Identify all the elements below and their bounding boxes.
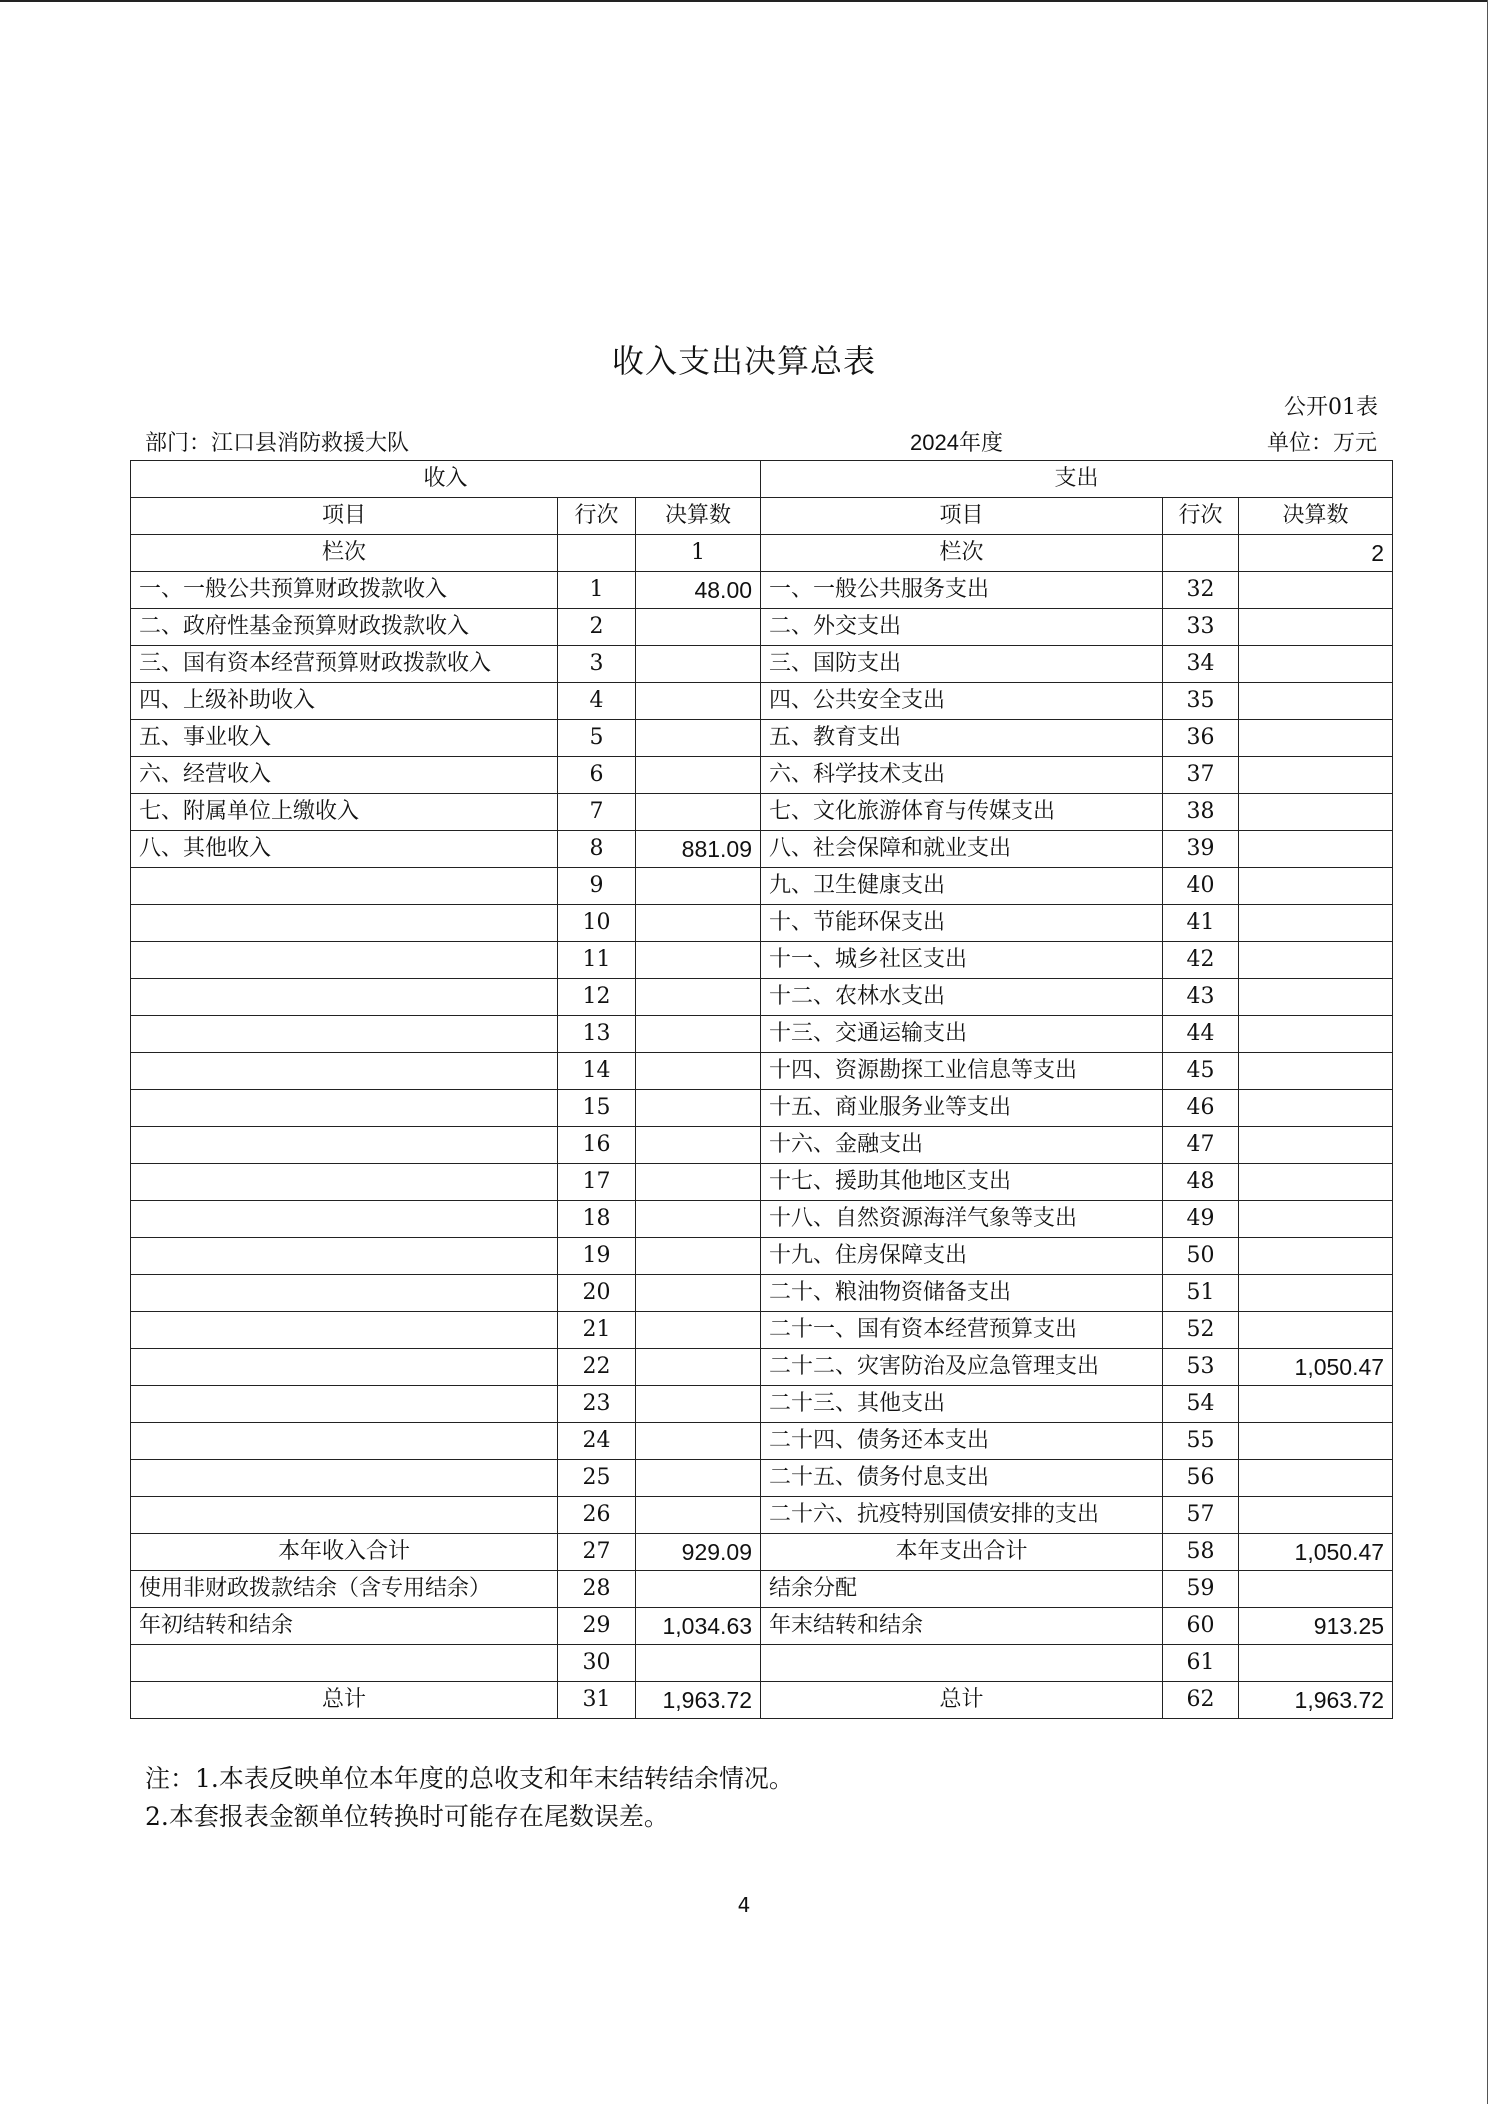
summary-row	[131, 1534, 1393, 1571]
income-item: 四、上级补助收入	[131, 683, 558, 720]
income-row-no: 27	[558, 1534, 636, 1571]
income-summary-item: 年初结转和结余	[131, 1608, 558, 1645]
income-amount	[636, 868, 761, 905]
department-label: 部门：江口县消防救援大队	[145, 431, 410, 456]
expense-amount	[1239, 868, 1393, 905]
table-row	[131, 609, 1393, 646]
expense-item: 九、卫生健康支出	[761, 868, 1163, 905]
expense-row-no: 61	[1163, 1645, 1239, 1682]
expense-amount-header: 决算数	[1239, 498, 1393, 535]
income-amount: 1,963.72	[636, 1682, 761, 1719]
table-row	[131, 1090, 1393, 1127]
income-amount	[636, 1275, 761, 1312]
income-amount	[636, 683, 761, 720]
income-row-no: 17	[558, 1164, 636, 1201]
expense-item: 七、文化旅游体育与传媒支出	[761, 794, 1163, 831]
income-row-no: 7	[558, 794, 636, 831]
expense-amount	[1239, 572, 1393, 609]
summary-row	[131, 1608, 1393, 1645]
income-item	[131, 1275, 558, 1312]
expense-item: 二十、粮油物资储备支出	[761, 1275, 1163, 1312]
expense-item: 十五、商业服务业等支出	[761, 1090, 1163, 1127]
expense-row-no: 48	[1163, 1164, 1239, 1201]
expense-amount	[1239, 646, 1393, 683]
income-amount-header: 决算数	[636, 498, 761, 535]
income-row-no: 28	[558, 1571, 636, 1608]
section-header-row	[131, 461, 1393, 498]
expense-amount	[1239, 794, 1393, 831]
expense-row-no: 57	[1163, 1497, 1239, 1534]
income-row-no: 24	[558, 1423, 636, 1460]
income-amount	[636, 942, 761, 979]
fiscal-year-suffix: 年度	[958, 431, 1003, 456]
fiscal-year-number: 2024	[910, 430, 959, 455]
notes	[145, 1760, 794, 1836]
expense-amount	[1239, 1127, 1393, 1164]
income-summary-item: 使用非财政拨款结余（含专用结余）	[131, 1571, 558, 1608]
income-row-no: 15	[558, 1090, 636, 1127]
expense-row-no: 46	[1163, 1090, 1239, 1127]
expense-item: 六、科学技术支出	[761, 757, 1163, 794]
expense-row-no: 60	[1163, 1608, 1239, 1645]
expense-row-no: 45	[1163, 1053, 1239, 1090]
income-amount	[636, 1016, 761, 1053]
table-row	[131, 979, 1393, 1016]
expense-row-no: 53	[1163, 1349, 1239, 1386]
income-amount: 48.00	[636, 572, 761, 609]
income-row-no: 26	[558, 1497, 636, 1534]
table-row	[131, 1275, 1393, 1312]
income-row-no: 31	[558, 1682, 636, 1719]
expense-amount	[1239, 1016, 1393, 1053]
income-item	[131, 979, 558, 1016]
summary-row	[131, 1571, 1393, 1608]
expense-row-no: 59	[1163, 1571, 1239, 1608]
expense-index-label: 栏次	[761, 535, 1163, 572]
expense-amount	[1239, 1053, 1393, 1090]
income-item: 一、一般公共预算财政拨款收入	[131, 572, 558, 609]
column-index-row	[131, 535, 1393, 572]
form-number: 公开01表	[1284, 395, 1378, 420]
income-amount	[636, 1349, 761, 1386]
income-amount	[636, 1460, 761, 1497]
expense-summary-item: 总计	[761, 1682, 1163, 1719]
income-item	[131, 1090, 558, 1127]
table-row	[131, 1164, 1393, 1201]
table-row	[131, 1016, 1393, 1053]
income-item	[131, 1497, 558, 1534]
income-row-no: 18	[558, 1201, 636, 1238]
note-1: 注：1.本表反映单位本年度的总收支和年末结转结余情况。	[145, 1764, 794, 1793]
income-row-no: 22	[558, 1349, 636, 1386]
expense-item: 三、国防支出	[761, 646, 1163, 683]
expense-summary-item: 本年支出合计	[761, 1534, 1163, 1571]
income-item: 二、政府性基金预算财政拨款收入	[131, 609, 558, 646]
income-row-no: 30	[558, 1645, 636, 1682]
income-row-no: 3	[558, 646, 636, 683]
expense-amount	[1239, 609, 1393, 646]
income-item: 六、经营收入	[131, 757, 558, 794]
expense-row-no: 42	[1163, 942, 1239, 979]
expense-row-no: 62	[1163, 1682, 1239, 1719]
expense-amount	[1239, 1571, 1393, 1608]
income-row-no: 25	[558, 1460, 636, 1497]
income-amount: 881.09	[636, 831, 761, 868]
page-top-border	[0, 0, 1488, 2]
income-amount	[636, 794, 761, 831]
income-row-no: 6	[558, 757, 636, 794]
income-item	[131, 1201, 558, 1238]
expense-item: 十、节能环保支出	[761, 905, 1163, 942]
expense-amount: 1,963.72	[1239, 1682, 1393, 1719]
income-rowno-header: 行次	[558, 498, 636, 535]
expense-row-no: 33	[1163, 609, 1239, 646]
table-row	[131, 1349, 1393, 1386]
income-amount	[636, 1645, 761, 1682]
table-row	[131, 757, 1393, 794]
income-row-no: 1	[558, 572, 636, 609]
expense-amount	[1239, 1423, 1393, 1460]
income-item	[131, 942, 558, 979]
note-2: 2.本套报表金额单位转换时可能存在尾数误差。	[145, 1802, 669, 1831]
expense-summary-item	[761, 1645, 1163, 1682]
income-row-no: 12	[558, 979, 636, 1016]
income-item	[131, 1016, 558, 1053]
income-row-no: 10	[558, 905, 636, 942]
expense-amount: 1,050.47	[1239, 1534, 1393, 1571]
income-amount	[636, 646, 761, 683]
table-row	[131, 646, 1393, 683]
expense-amount	[1239, 1238, 1393, 1275]
income-amount	[636, 1164, 761, 1201]
table-row	[131, 868, 1393, 905]
table-row	[131, 1312, 1393, 1349]
expense-row-no: 51	[1163, 1275, 1239, 1312]
expense-amount	[1239, 1460, 1393, 1497]
table-row	[131, 905, 1393, 942]
income-row-no: 23	[558, 1386, 636, 1423]
expense-row-no: 34	[1163, 646, 1239, 683]
summary-row	[131, 1645, 1393, 1682]
income-item: 八、其他收入	[131, 831, 558, 868]
income-item	[131, 1460, 558, 1497]
income-row-no: 9	[558, 868, 636, 905]
income-summary-item: 本年收入合计	[131, 1534, 558, 1571]
table-row	[131, 1386, 1393, 1423]
expense-item: 一、一般公共服务支出	[761, 572, 1163, 609]
income-amount	[636, 757, 761, 794]
income-amount	[636, 1497, 761, 1534]
table-row	[131, 831, 1393, 868]
expense-amount: 1,050.47	[1239, 1349, 1393, 1386]
expense-item: 五、教育支出	[761, 720, 1163, 757]
expense-row-no: 50	[1163, 1238, 1239, 1275]
income-amount	[636, 979, 761, 1016]
income-amount	[636, 1127, 761, 1164]
expense-item: 二十三、其他支出	[761, 1386, 1163, 1423]
income-item	[131, 1127, 558, 1164]
expense-item: 十一、城乡社区支出	[761, 942, 1163, 979]
expense-row-no: 36	[1163, 720, 1239, 757]
income-amount	[636, 1423, 761, 1460]
expense-row-no: 35	[1163, 683, 1239, 720]
income-row-no: 19	[558, 1238, 636, 1275]
table-row	[131, 572, 1393, 609]
income-amount	[636, 1386, 761, 1423]
expense-item: 十六、金融支出	[761, 1127, 1163, 1164]
expense-index-rowno	[1163, 535, 1239, 572]
income-amount	[636, 1571, 761, 1608]
page-title: 收入支出决算总表	[611, 342, 876, 380]
table-row	[131, 1423, 1393, 1460]
table-row	[131, 1238, 1393, 1275]
income-item: 五、事业收入	[131, 720, 558, 757]
income-amount	[636, 1312, 761, 1349]
report-meta	[145, 426, 1377, 456]
expense-row-no: 55	[1163, 1423, 1239, 1460]
expense-item: 十七、援助其他地区支出	[761, 1164, 1163, 1201]
table-row	[131, 1053, 1393, 1090]
expense-row-no: 56	[1163, 1460, 1239, 1497]
expense-amount: 913.25	[1239, 1608, 1393, 1645]
expense-item: 十八、自然资源海洋气象等支出	[761, 1201, 1163, 1238]
income-row-no: 11	[558, 942, 636, 979]
expense-item: 十九、住房保障支出	[761, 1238, 1163, 1275]
income-row-no: 20	[558, 1275, 636, 1312]
expense-amount	[1239, 905, 1393, 942]
table-row	[131, 794, 1393, 831]
expense-amount	[1239, 1164, 1393, 1201]
expense-item: 二十六、抗疫特别国债安排的支出	[761, 1497, 1163, 1534]
expense-item: 四、公共安全支出	[761, 683, 1163, 720]
expense-amount	[1239, 1201, 1393, 1238]
income-row-no: 5	[558, 720, 636, 757]
expense-row-no: 54	[1163, 1386, 1239, 1423]
expense-row-no: 43	[1163, 979, 1239, 1016]
table-row	[131, 1497, 1393, 1534]
expense-amount	[1239, 1090, 1393, 1127]
expense-index-value: 2	[1239, 535, 1393, 572]
income-summary-item	[131, 1645, 558, 1682]
table-row	[131, 942, 1393, 979]
income-amount	[636, 1090, 761, 1127]
income-row-no: 16	[558, 1127, 636, 1164]
fiscal-year	[910, 426, 1003, 457]
expense-row-no: 39	[1163, 831, 1239, 868]
income-amount	[636, 609, 761, 646]
expense-row-no: 52	[1163, 1312, 1239, 1349]
income-row-no: 29	[558, 1608, 636, 1645]
expense-item: 十二、农林水支出	[761, 979, 1163, 1016]
income-row-no: 21	[558, 1312, 636, 1349]
income-item	[131, 1053, 558, 1090]
expense-summary-item: 年末结转和结余	[761, 1608, 1163, 1645]
expense-amount	[1239, 720, 1393, 757]
page-number: 4	[737, 1893, 751, 1917]
income-amount	[636, 1238, 761, 1275]
income-index-label: 栏次	[131, 535, 558, 572]
income-amount: 929.09	[636, 1534, 761, 1571]
income-item	[131, 1312, 558, 1349]
income-item	[131, 1423, 558, 1460]
column-header-row	[131, 498, 1393, 535]
income-row-no: 2	[558, 609, 636, 646]
table-row	[131, 1201, 1393, 1238]
expense-row-no: 44	[1163, 1016, 1239, 1053]
income-index-rowno	[558, 535, 636, 572]
summary-row	[131, 1682, 1393, 1719]
expense-amount	[1239, 831, 1393, 868]
expense-row-no: 47	[1163, 1127, 1239, 1164]
expense-section-header: 支出	[761, 461, 1393, 498]
income-amount: 1,034.63	[636, 1608, 761, 1645]
expense-row-no: 49	[1163, 1201, 1239, 1238]
income-amount	[636, 1053, 761, 1090]
expense-row-no: 37	[1163, 757, 1239, 794]
expense-row-no: 38	[1163, 794, 1239, 831]
table-row	[131, 1460, 1393, 1497]
expense-row-no: 40	[1163, 868, 1239, 905]
expense-amount	[1239, 1275, 1393, 1312]
expense-item: 二十四、债务还本支出	[761, 1423, 1163, 1460]
income-item-header: 项目	[131, 498, 558, 535]
expense-amount	[1239, 683, 1393, 720]
expense-item: 十三、交通运输支出	[761, 1016, 1163, 1053]
income-amount	[636, 720, 761, 757]
income-amount	[636, 1201, 761, 1238]
income-summary-item: 总计	[131, 1682, 558, 1719]
expense-amount	[1239, 757, 1393, 794]
expense-item: 八、社会保障和就业支出	[761, 831, 1163, 868]
expense-row-no: 58	[1163, 1534, 1239, 1571]
expense-amount	[1239, 979, 1393, 1016]
expense-amount	[1239, 1386, 1393, 1423]
income-item	[131, 1164, 558, 1201]
income-row-no: 4	[558, 683, 636, 720]
income-item	[131, 868, 558, 905]
income-item: 七、附属单位上缴收入	[131, 794, 558, 831]
income-index-value: 1	[636, 535, 761, 572]
table-row	[131, 1127, 1393, 1164]
income-item	[131, 1386, 558, 1423]
expense-row-no: 32	[1163, 572, 1239, 609]
table-row	[131, 683, 1393, 720]
expense-amount	[1239, 1312, 1393, 1349]
expense-item: 二、外交支出	[761, 609, 1163, 646]
income-item	[131, 905, 558, 942]
unit-label: 单位：万元	[1266, 431, 1377, 456]
expense-item-header: 项目	[761, 498, 1163, 535]
income-row-no: 14	[558, 1053, 636, 1090]
expense-item: 十四、资源勘探工业信息等支出	[761, 1053, 1163, 1090]
income-row-no: 13	[558, 1016, 636, 1053]
expense-summary-item: 结余分配	[761, 1571, 1163, 1608]
expense-rowno-header: 行次	[1163, 498, 1239, 535]
expense-amount	[1239, 1497, 1393, 1534]
income-amount	[636, 905, 761, 942]
income-section-header: 收入	[131, 461, 761, 498]
expense-item: 二十五、债务付息支出	[761, 1460, 1163, 1497]
income-row-no: 8	[558, 831, 636, 868]
income-item	[131, 1238, 558, 1275]
expense-amount	[1239, 1645, 1393, 1682]
expense-item: 二十一、国有资本经营预算支出	[761, 1312, 1163, 1349]
income-expense-table	[130, 460, 1393, 1719]
income-item	[131, 1349, 558, 1386]
table-row	[131, 720, 1393, 757]
income-item: 三、国有资本经营预算财政拨款收入	[131, 646, 558, 683]
expense-item: 二十二、灾害防治及应急管理支出	[761, 1349, 1163, 1386]
expense-amount	[1239, 942, 1393, 979]
expense-row-no: 41	[1163, 905, 1239, 942]
